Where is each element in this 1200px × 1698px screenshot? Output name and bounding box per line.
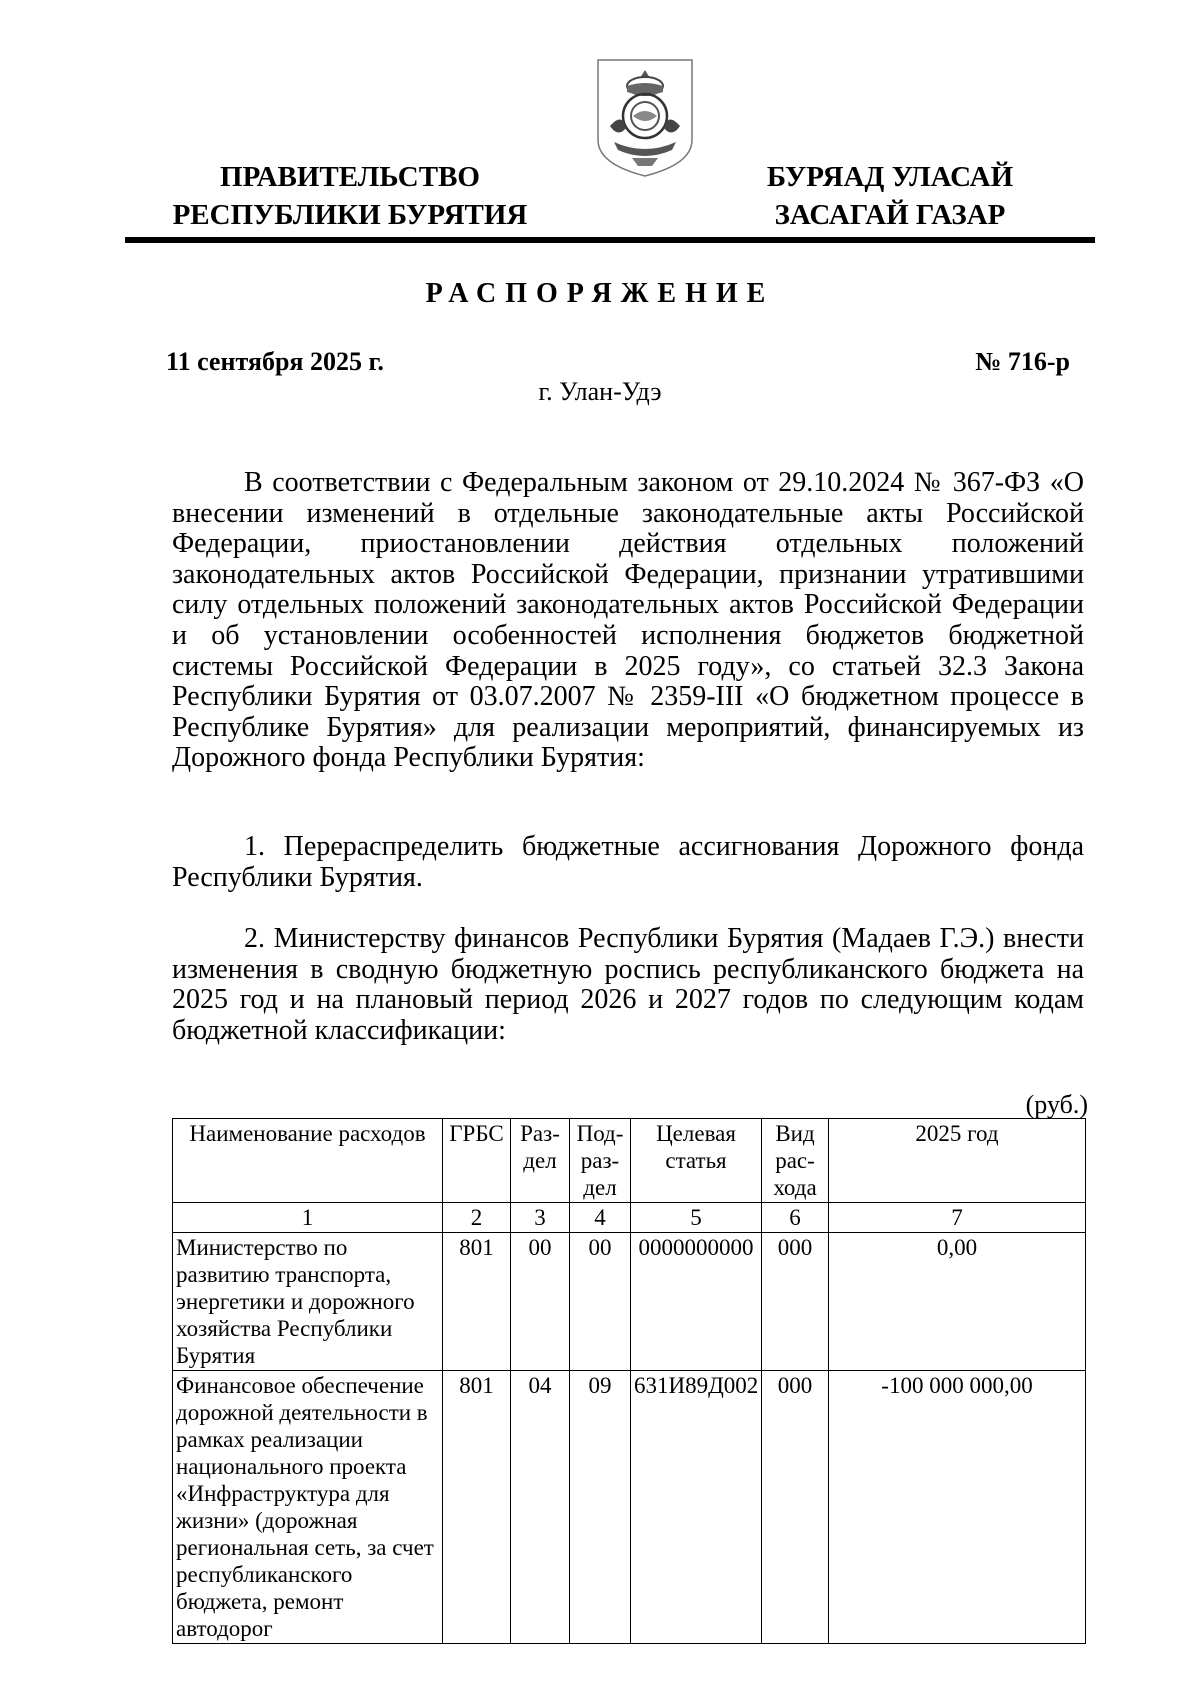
column-number: 2 — [443, 1203, 511, 1233]
order-item-1: 1. Перераспределить бюджетные ассигнования Дорожного фонда Республики Бурятия. — [172, 831, 1084, 893]
intro-paragraph: В соответствии с Федеральным законом от 29.10.2024 № 367-ФЗ «О внесении изменений в отдельные законодательные акты Российской Федерации, приостановлении действия отдельных положений законодательных актов Российской Федерации, признании утратившими силу отдельных положений законодательных актов Российской Федерации и об установлении особенностей исполнения бюджетов бюджетной системы Российской Федерации в 2025 году», со статьей 32.3 Закона Республики Бурятия от 03.07.2007 № 2359-III «О бюджетном процессе в Республике Бурятия» для реализации мероприятий, финансируемых из Дорожного фонда Республики Бурятия: — [172, 467, 1084, 774]
cell-razdel: 04 — [511, 1371, 570, 1644]
cell-razdel: 00 — [511, 1233, 570, 1371]
cell-amount: 0,00 — [829, 1233, 1086, 1371]
column-number: 5 — [631, 1203, 762, 1233]
document-title: РАСПОРЯЖЕНИЕ — [425, 278, 775, 309]
table-column-numbers-row — [173, 1203, 1086, 1233]
header-grbs: ГРБС — [443, 1119, 511, 1203]
table-row — [173, 1371, 1086, 1644]
government-name-line-1: ПРАВИТЕЛЬСТВО — [220, 161, 480, 193]
budget-table — [172, 1118, 1086, 1644]
column-number: 7 — [829, 1203, 1086, 1233]
header-year: 2025 год — [829, 1119, 1086, 1203]
cell-name: Финансовое обеспечение дорожной деятельности в рамках реализации национального проекта «Инфраструктура для жизни» (дорожная региональная сеть, за счет республиканского бюджета, ремонт автодорог — [173, 1371, 443, 1644]
cell-grbs: 801 — [443, 1371, 511, 1644]
cell-vid: 000 — [762, 1233, 829, 1371]
cell-grbs: 801 — [443, 1233, 511, 1371]
column-number: 3 — [511, 1203, 570, 1233]
cell-podrazdel: 09 — [570, 1371, 631, 1644]
government-name-buryat — [740, 158, 1040, 234]
government-name-buryat-line-1: БУРЯАД УЛАСАЙ — [766, 161, 1014, 193]
header-vid: Вид рас-хода — [762, 1119, 829, 1203]
header-name: Наименование расходов — [173, 1119, 443, 1203]
document-date: 11 сентября 2025 г. — [166, 347, 384, 376]
table-row — [173, 1233, 1086, 1371]
government-name-russian — [150, 158, 550, 234]
cell-vid: 000 — [762, 1371, 829, 1644]
cell-podrazdel: 00 — [570, 1233, 631, 1371]
buryatia-coat-of-arms-icon — [592, 56, 698, 178]
column-number: 1 — [173, 1203, 443, 1233]
table-header-row — [173, 1119, 1086, 1203]
header-tselevaya: Целевая статья — [631, 1119, 762, 1203]
cell-amount: -100 000 000,00 — [829, 1371, 1086, 1644]
cell-name: Министерство по развитию транспорта, энергетики и дорожного хозяйства Республики Бурятия — [173, 1233, 443, 1371]
header-razdel: Раз-дел — [511, 1119, 570, 1203]
header-divider — [125, 237, 1095, 243]
column-number: 6 — [762, 1203, 829, 1233]
cell-tselevaya: 631И89Д002 — [631, 1371, 762, 1644]
government-name-buryat-line-2: ЗАСАГАЙ ГАЗАР — [774, 199, 1006, 231]
header-podrazdel: Под-раз-дел — [570, 1119, 631, 1203]
currency-unit-label: (руб.) — [1025, 1090, 1088, 1119]
cell-tselevaya: 0000000000 — [631, 1233, 762, 1371]
column-number: 4 — [570, 1203, 631, 1233]
document-city: г. Улан-Удэ — [538, 377, 662, 406]
government-name-line-2: РЕСПУБЛИКИ БУРЯТИЯ — [172, 199, 528, 231]
document-number: № 716-р — [975, 347, 1070, 376]
order-item-2: 2. Министерству финансов Республики Бурятия (Мадаев Г.Э.) внести изменения в сводную бюджетную роспись республиканского бюджета на 2025 год и на плановый период 2026 и 2027 годов по следующим кодам бюджетной классификации: — [172, 923, 1084, 1046]
